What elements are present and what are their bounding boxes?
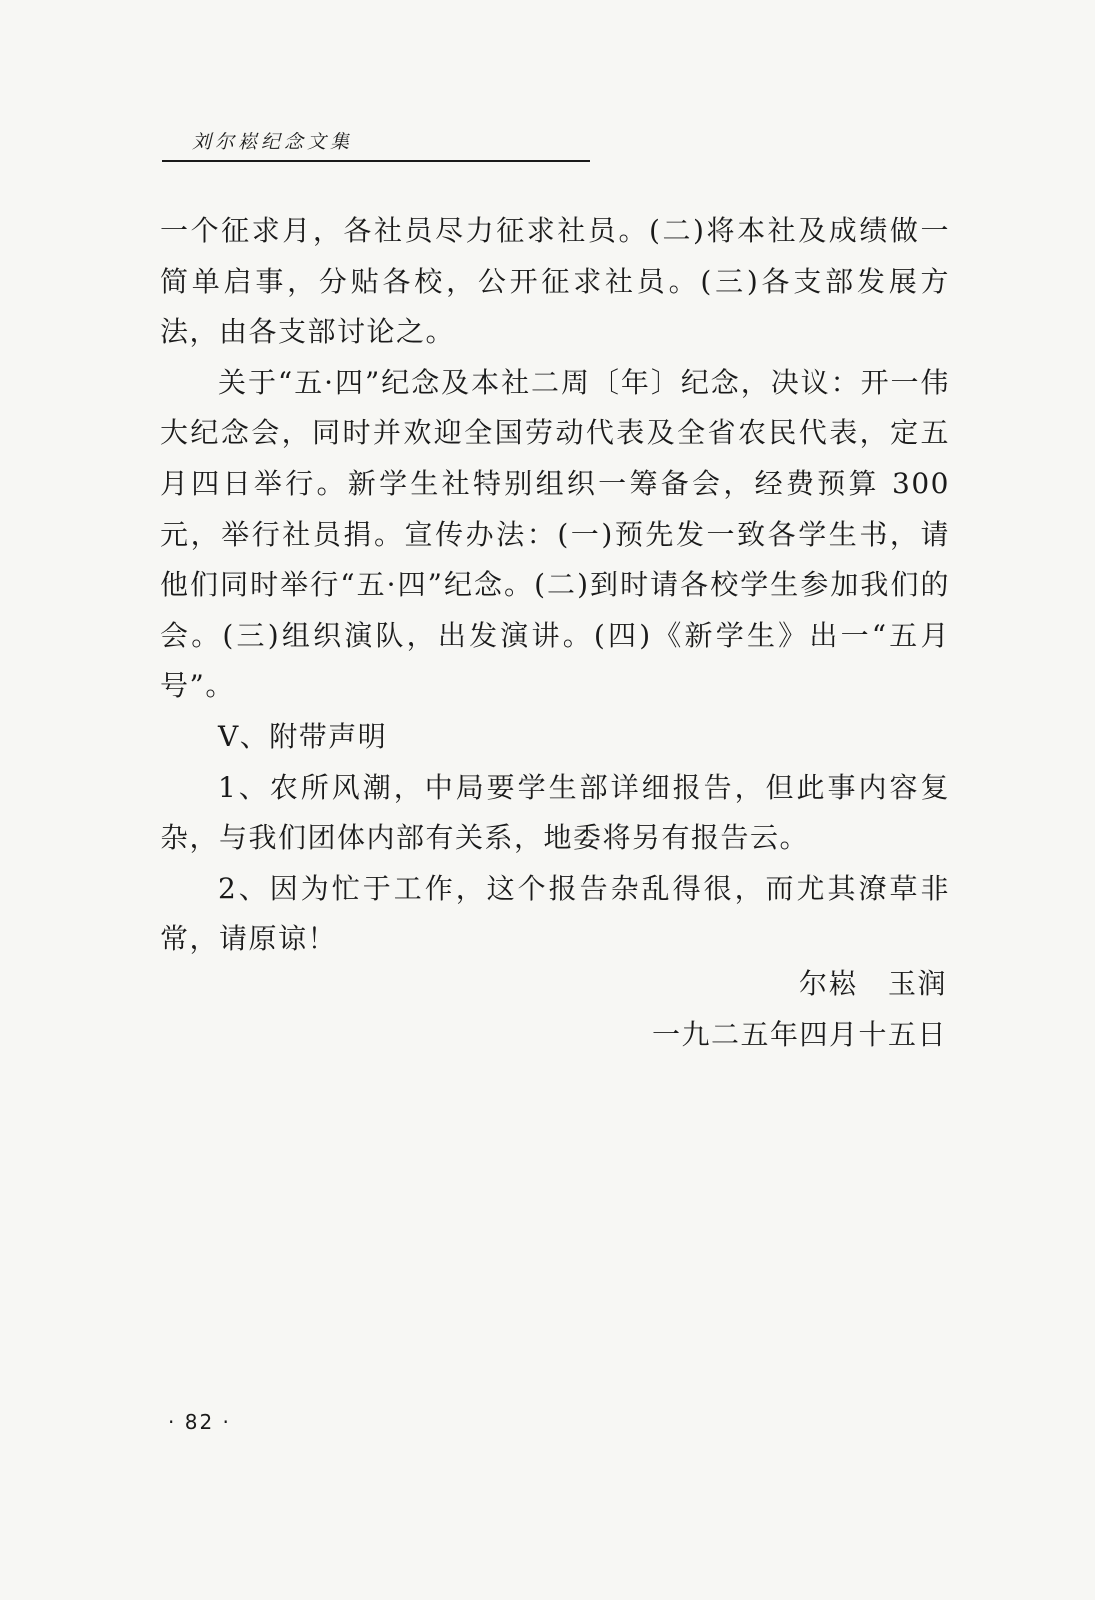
book-title: 刘尔崧纪念文集 — [192, 131, 354, 153]
section-heading-appendix: V、附带声明 — [218, 719, 388, 753]
paragraph-note-2: 2、因为忙于工作，这个报告杂乱得很，而尤其潦草非常，请原谅！ — [160, 871, 950, 956]
page-number: · 82 · — [168, 1410, 231, 1434]
signature-date: 一九二五年四月十五日 — [651, 1018, 947, 1051]
paragraph-may-fourth: 关于“五·四”纪念及本社二周〔年〕纪念，决议：开一伟大纪念会，同时并欢迎全国劳动代表及全省农民代表，定五月四日举行。新学生社特别组织一筹备会，经费预算 300 元，举行社员捐。宣传办法：(一)预先发一致各学生书，请他们同时举行“五·四”纪念。(二)到时请各校学生参加我们的会。(三)组织演队，出发演讲。(四)《新学生》出一“五月号”。 — [160, 365, 950, 703]
body-text — [160, 206, 950, 965]
signature-names — [652, 958, 947, 1009]
header-rule — [162, 160, 590, 162]
signature-block — [652, 958, 947, 1060]
signer-name: 尔崧 — [798, 967, 858, 1000]
paragraph-continuation: 一个征求月，各社员尽力征求社员。(二)将本社及成绩做一简单启事，分贴各校，公开征求社员。(三)各支部发展方法，由各支部讨论之。 — [160, 214, 950, 349]
signer-name: 玉润 — [887, 967, 947, 1000]
running-header — [162, 127, 590, 162]
paragraph-note-1: 1、农所风潮，中局要学生部详细报告，但此事内容复杂，与我们团体内部有关系，地委将另有报告云。 — [160, 770, 950, 855]
